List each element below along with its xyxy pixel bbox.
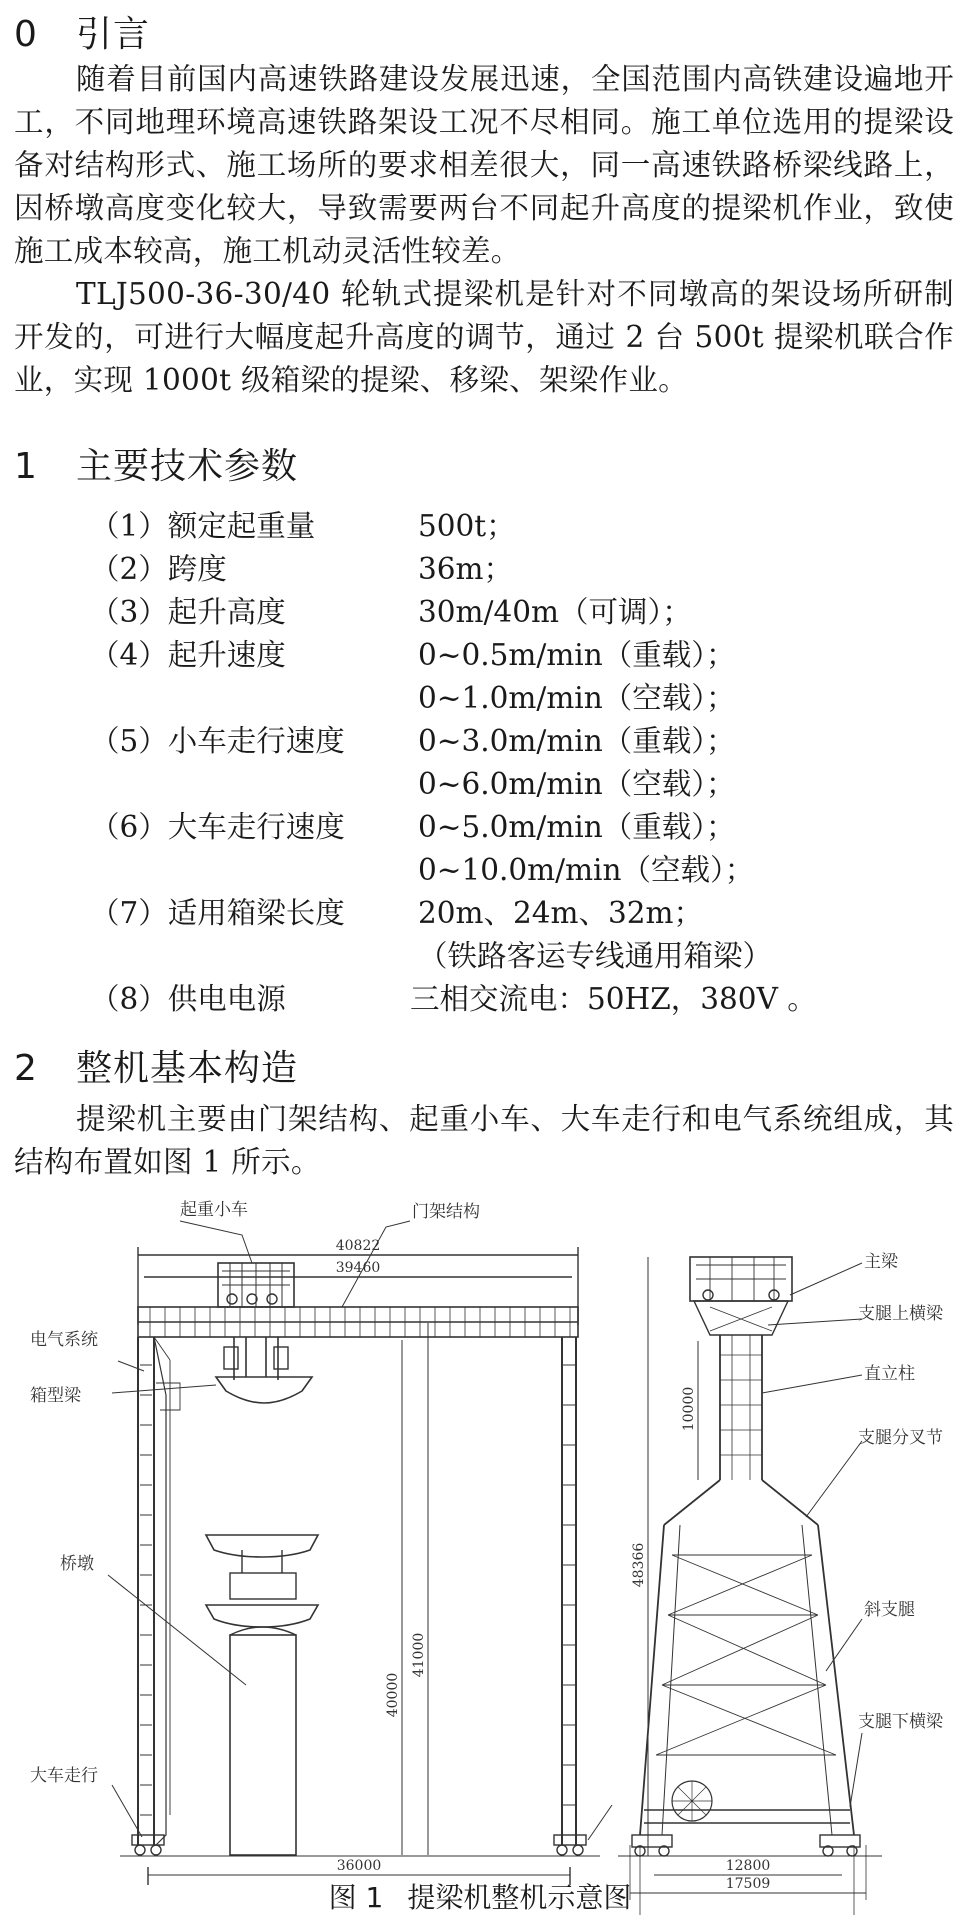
label-lower-cross: 支腿下横梁 bbox=[858, 1712, 943, 1732]
caption-number: 图 1 bbox=[328, 1881, 384, 1914]
dim-overall: 40822 bbox=[335, 1238, 381, 1254]
label-brace: 斜支腿 bbox=[864, 1600, 915, 1620]
param-key: （1）额定起重量 bbox=[90, 509, 316, 543]
param-value: 三相交流电：50HZ，380V 。 bbox=[410, 982, 817, 1016]
param-key: （4）起升速度 bbox=[90, 638, 286, 672]
param-value: 0~3.0m/min（重载）； bbox=[418, 724, 736, 758]
label-electric: 电气系统 bbox=[30, 1330, 98, 1350]
label-box-girder: 箱型梁 bbox=[30, 1386, 81, 1406]
section-2-heading bbox=[14, 1040, 298, 1091]
label-trolley: 起重小车 bbox=[180, 1200, 248, 1220]
param-value: 0~5.0m/min（重载）； bbox=[418, 810, 736, 844]
pier bbox=[206, 1535, 318, 1855]
section-number: 2 bbox=[14, 1048, 38, 1089]
param-value: 0~6.0m/min（空载）； bbox=[418, 767, 736, 801]
param-key: （5）小车走行速度 bbox=[90, 724, 345, 758]
dim-h41: 41000 bbox=[411, 1632, 427, 1678]
intro-paragraph-1: 随着目前国内高速铁路建设发展迅速，全国范围内高铁建设遍地开工，不同地理环境高速铁路架设工况不尽相同。施工单位选用的提梁设备对结构形式、施工场所的要求相差很大，同一高速铁路桥梁线路上，因桥墩高度变化较大，导致需要两台不同起升高度的提梁机作业，致使施工成本较高，施工机动灵活性较差。 bbox=[14, 62, 954, 268]
param-key: （6）大车走行速度 bbox=[90, 810, 345, 844]
param-value: 30m/40m（可调）； bbox=[418, 595, 692, 629]
section-1-heading bbox=[14, 438, 298, 489]
gantry-crane-drawing bbox=[20, 1195, 950, 1892]
dim-base-12800: 12800 bbox=[725, 1858, 771, 1874]
section-title: 主要技术参数 bbox=[76, 446, 299, 487]
label-gantry: 门架结构 bbox=[412, 1202, 480, 1222]
param-value: 500t； bbox=[418, 509, 516, 543]
param-key: （2）跨度 bbox=[90, 552, 227, 586]
dim-base-17509: 17509 bbox=[725, 1876, 771, 1892]
label-travel: 大车走行 bbox=[30, 1766, 98, 1786]
param-key: （8）供电电源 bbox=[90, 982, 286, 1016]
label-fork: 支腿分叉节 bbox=[858, 1428, 943, 1448]
dim-h48: 48366 bbox=[631, 1542, 647, 1588]
wheel-bogies bbox=[132, 1835, 586, 1855]
param-value: 0~1.0m/min（空载）； bbox=[418, 681, 736, 715]
param-value: 36m； bbox=[418, 552, 514, 586]
label-pier: 桥墩 bbox=[60, 1554, 94, 1574]
param-value: （铁路客运专线通用箱梁） bbox=[418, 939, 773, 973]
dim-h10: 10000 bbox=[681, 1386, 697, 1432]
param-key: （3）起升高度 bbox=[90, 595, 286, 629]
section-0-heading bbox=[14, 6, 150, 57]
section-number: 1 bbox=[14, 446, 38, 487]
label-column: 直立柱 bbox=[864, 1364, 915, 1384]
dim-span: 36000 bbox=[336, 1858, 382, 1874]
label-upper-cross: 支腿上横梁 bbox=[858, 1304, 943, 1324]
param-value: 0~10.0m/min（空载）； bbox=[418, 853, 755, 887]
section-number: 0 bbox=[14, 14, 38, 55]
dim-h40: 40000 bbox=[385, 1672, 401, 1718]
front-view bbox=[30, 1200, 612, 1885]
caption-title: 提梁机整机示意图 bbox=[407, 1881, 632, 1914]
intro-paragraph-2: TLJ500-36-30/40 轮轨式提梁机是针对不同墩高的架设场所研制开发的，可进行大幅度起升高度的调节，通过 2 台 500t 提梁机联合作业，实现 1000t 级箱梁的提梁、移梁、架梁作业。 bbox=[14, 277, 954, 397]
label-main-beam: 主梁 bbox=[864, 1252, 898, 1272]
figure-caption bbox=[0, 1876, 960, 1916]
param-value: 0~0.5m/min（重载）； bbox=[418, 638, 736, 672]
section-title: 整机基本构造 bbox=[76, 1048, 299, 1089]
structure-paragraph: 提梁机主要由门架结构、起重小车、大车走行和电气系统组成，其结构布置如图 1 所示。 bbox=[14, 1102, 954, 1179]
param-value: 20m、24m、32m； bbox=[418, 896, 704, 930]
dim-inner: 39460 bbox=[335, 1260, 381, 1276]
param-key: （7）适用箱梁长度 bbox=[90, 896, 345, 930]
side-view bbox=[618, 1251, 944, 1915]
section-title: 引言 bbox=[76, 14, 151, 55]
